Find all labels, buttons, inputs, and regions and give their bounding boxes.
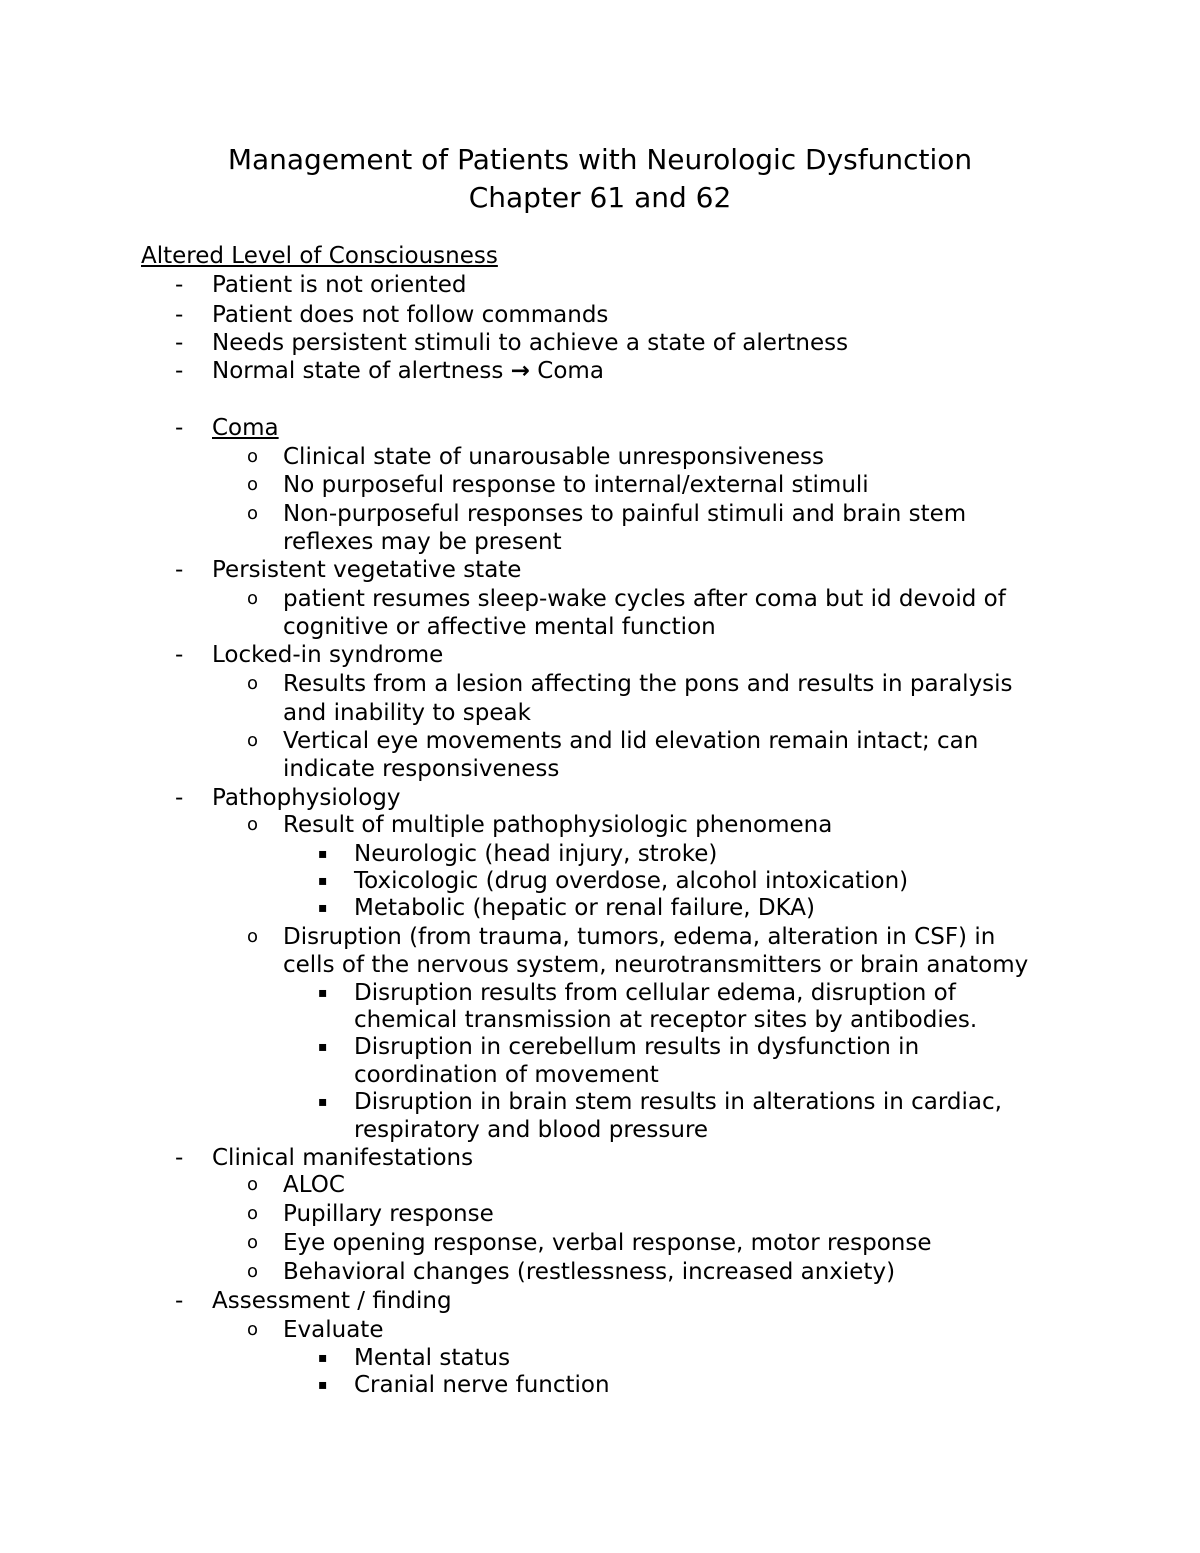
dash-bullet: - [175, 1145, 184, 1171]
circle-bullet: o [247, 1203, 259, 1224]
circle-bullet: o [247, 446, 259, 467]
dash-bullet: - [175, 557, 184, 583]
circle-bullet: o [247, 814, 259, 835]
square-bullet: ▪ [318, 1039, 328, 1055]
list-item: Pupillary response [283, 1201, 494, 1227]
square-bullet: ▪ [318, 846, 328, 862]
list-item-continuation: reflexes may be present [283, 529, 562, 555]
list-item-continuation: cognitive or affective mental function [283, 614, 716, 640]
square-bullet: ▪ [318, 873, 328, 889]
list-item-continuation: respiratory and blood pressure [354, 1117, 709, 1143]
circle-bullet: o [247, 926, 259, 947]
circle-bullet: o [247, 588, 259, 609]
circle-bullet: o [247, 503, 259, 524]
list-item: Mental status [354, 1345, 511, 1371]
list-item: Evaluate [283, 1317, 384, 1343]
circle-bullet: o [247, 474, 259, 495]
list-item: Needs persistent stimuli to achieve a state of alertness [212, 330, 849, 356]
dash-bullet: - [175, 272, 184, 298]
circle-bullet: o [247, 1232, 259, 1253]
list-item: Vertical eye movements and lid elevation remain intact; can [283, 728, 979, 754]
square-bullet: ▪ [318, 1377, 328, 1393]
list-item: Clinical manifestations [212, 1145, 474, 1171]
dash-bullet: - [175, 358, 184, 384]
square-bullet: ▪ [318, 1350, 328, 1366]
document-subtitle: Chapter 61 and 62 [468, 181, 732, 214]
list-item: Non-purposeful responses to painful stimuli and brain stem [283, 501, 967, 527]
list-item: Metabolic (hepatic or renal failure, DKA) [354, 895, 815, 921]
list-item: Persistent vegetative state [212, 557, 522, 583]
list-item: Neurologic (head injury, stroke) [354, 841, 718, 867]
list-item-continuation: indicate responsiveness [283, 756, 560, 782]
list-item: ALOC [283, 1172, 345, 1198]
dash-bullet: - [175, 415, 184, 441]
list-item-text: Normal state of alertness [212, 358, 504, 384]
circle-bullet: o [247, 673, 259, 694]
dash-bullet: - [175, 1288, 184, 1314]
list-item: No purposeful response to internal/external stimuli [283, 472, 869, 498]
list-item: patient resumes sleep-wake cycles after coma but id devoid of [283, 586, 1006, 612]
list-item: Result of multiple pathophysiologic phenomena [283, 812, 833, 838]
document-title: Management of Patients with Neurologic Dysfunction [227, 143, 973, 176]
list-item-continuation: chemical transmission at receptor sites by antibodies. [354, 1007, 978, 1033]
list-item: Assessment / finding [212, 1288, 452, 1314]
subheading-coma: Coma [212, 415, 279, 441]
section-heading: Altered Level of Consciousness [141, 243, 498, 269]
list-item: Locked-in syndrome [212, 642, 444, 668]
list-item: Patient does not follow commands [212, 302, 609, 328]
list-item: Patient is not oriented [212, 272, 467, 298]
list-item: Disruption (from trauma, tumors, edema, alteration in CSF) in [283, 924, 996, 950]
list-item: Cranial nerve function [354, 1372, 610, 1398]
list-item: Pathophysiology [212, 785, 401, 811]
circle-bullet: o [247, 1261, 259, 1282]
dash-bullet: - [175, 785, 184, 811]
arrow-icon: → [510, 358, 530, 384]
list-item: Toxicologic (drug overdose, alcohol intoxication) [354, 868, 909, 894]
list-item: Results from a lesion affecting the pons and results in paralysis [283, 671, 1013, 697]
list-item-continuation: cells of the nervous system, neurotransmitters or brain anatomy [283, 952, 1029, 978]
circle-bullet: o [247, 730, 259, 751]
dash-bullet: - [175, 642, 184, 668]
list-item: Behavioral changes (restlessness, increased anxiety) [283, 1259, 896, 1285]
list-item-continuation: and inability to speak [283, 700, 531, 726]
list-item: Disruption in brain stem results in alterations in cardiac, [354, 1089, 1002, 1115]
circle-bullet: o [247, 1174, 259, 1195]
list-item: Eye opening response, verbal response, motor response [283, 1230, 932, 1256]
list-item: Disruption in cerebellum results in dysfunction in [354, 1034, 920, 1060]
dash-bullet: - [175, 330, 184, 356]
list-item-text: Coma [537, 358, 604, 384]
list-item-continuation: coordination of movement [354, 1062, 659, 1088]
dash-bullet: - [175, 302, 184, 328]
list-item [212, 357, 604, 385]
list-item: Clinical state of unarousable unresponsiveness [283, 444, 824, 470]
square-bullet: ▪ [318, 1094, 328, 1110]
circle-bullet: o [247, 1319, 259, 1340]
square-bullet: ▪ [318, 985, 328, 1001]
list-item: Disruption results from cellular edema, disruption of [354, 980, 956, 1006]
square-bullet: ▪ [318, 900, 328, 916]
